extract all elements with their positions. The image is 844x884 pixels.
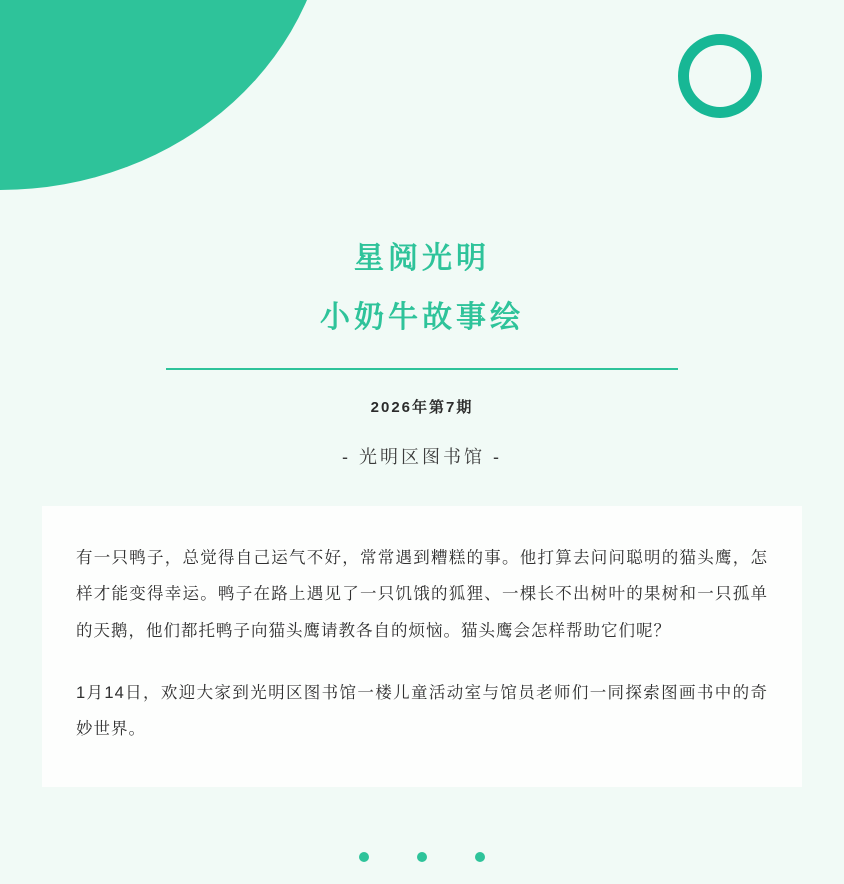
circle-ring-icon xyxy=(678,34,762,118)
pagination-dot[interactable] xyxy=(359,852,369,862)
body-paragraph: 1月14日，欢迎大家到光明区图书馆一楼儿童活动室与馆员老师们一同探索图画书中的奇妙世界。 xyxy=(76,683,768,739)
title-block xyxy=(0,236,844,469)
issue-label: 2026年第7期 xyxy=(370,399,474,416)
pagination-dot[interactable] xyxy=(475,852,485,862)
page-subtitle: 小奶牛故事绘 xyxy=(320,301,524,334)
decorative-blob-shape xyxy=(0,0,330,190)
divider xyxy=(166,368,678,370)
body-paragraph: 有一只鸭子，总觉得自己运气不好，常常遇到糟糕的事。他打算去问问聪明的猫头鹰，怎样才能变得幸运。鸭子在路上遇见了一只饥饿的狐狸、一棵长不出树叶的果树和一只孤单的天鹅，他们都托鸭子向猫头鹰请教各自的烦恼。猫头鹰会怎样帮助它们呢？ xyxy=(76,549,768,640)
pagination-dots xyxy=(0,852,844,862)
organization-label: - 光明区图书馆 - xyxy=(342,447,502,467)
content-card xyxy=(42,506,802,787)
pagination-dot[interactable] xyxy=(417,852,427,862)
page-title: 星阅光明 xyxy=(354,242,490,275)
